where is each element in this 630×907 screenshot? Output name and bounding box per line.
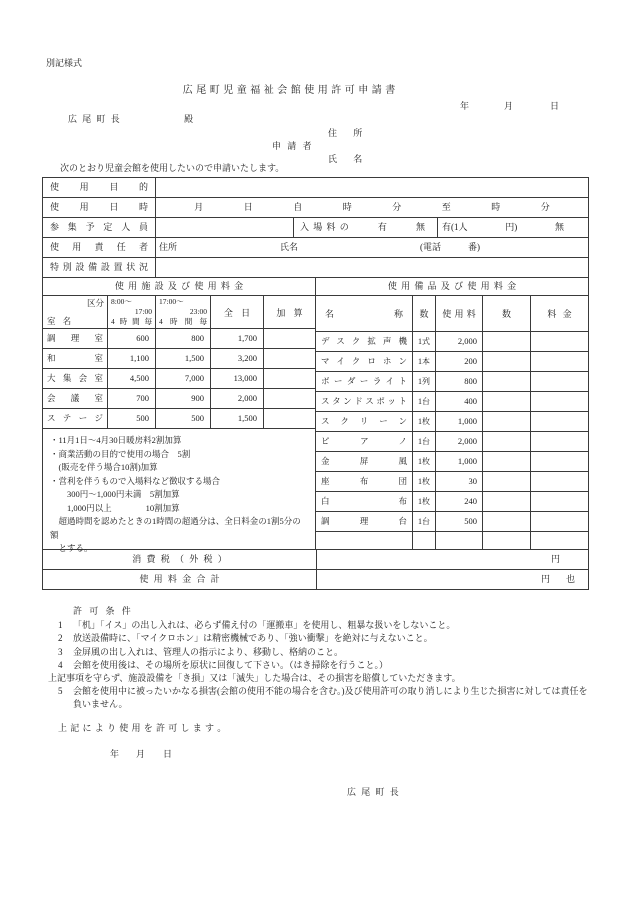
equipment-fee: 1,000 [436, 412, 483, 431]
condition-number: 2 [58, 633, 63, 644]
table-row [316, 392, 588, 412]
fee-surcharge [264, 389, 315, 408]
datetime-token: 分 [392, 202, 402, 212]
footer-date-day: 日 [163, 749, 173, 759]
fee-allday: 1,500 [211, 409, 264, 428]
also-label: 也 [565, 574, 575, 584]
fee-allday: 2,000 [211, 389, 264, 408]
equipment-name: スクリーン [316, 412, 413, 431]
datetime-token: 時 [491, 202, 501, 212]
room-header-cell [43, 296, 108, 328]
equipment-qty: 1枚 [413, 452, 436, 471]
condition-number: 3 [58, 646, 63, 657]
equipment-qty: 1列 [413, 372, 436, 391]
facility-column-header [43, 296, 315, 329]
equipment-table-title: 使 用 備 品 及 び 使 用 料 金 [316, 278, 588, 296]
equipment-amount-blank [531, 452, 588, 471]
fee-allday: 13,000 [211, 369, 264, 388]
datetime-token: 時 [342, 202, 352, 212]
responsible-row [43, 238, 588, 258]
slot2-unit: 4時間毎 [159, 317, 207, 326]
attendees-label: 参集予定人員 [43, 218, 156, 237]
equipment-qty: 1台 [413, 392, 436, 411]
table-row [316, 332, 588, 352]
form-style-note: 別記様式 [46, 58, 83, 68]
equipment-qty-blank [483, 392, 531, 411]
equipment-fee: 200 [436, 352, 483, 371]
admission-yes: 有 [377, 222, 387, 232]
room-name: 会議室 [43, 389, 108, 408]
responsible-address-label: 住所 [159, 242, 178, 252]
time-slot1-header [108, 296, 156, 328]
datetime-token: 日 [243, 202, 253, 212]
equipment-fee: 2,000 [436, 332, 483, 351]
corner-kubun-label: 区分 [86, 298, 104, 308]
equipment-name-blank [316, 532, 413, 549]
equipment-name: ピアノ [316, 432, 413, 451]
fee-day: 4,500 [108, 369, 156, 388]
header-date-line [460, 99, 559, 112]
condition-item [42, 646, 594, 659]
surcharge-header: 加 算 [276, 307, 303, 318]
note-line: とする。 [50, 543, 93, 553]
equipment-qty: 1枚 [413, 472, 436, 491]
note-line: ・11月1日～4月30日暖房料2割加算 [50, 435, 182, 445]
table-row [316, 412, 588, 432]
responsible-label: 使用責任者 [43, 238, 156, 257]
admission-detail-pre: 有(1人 [442, 222, 468, 232]
condition-text: 金屏風の出し入れは、管理人の指示により、移動し、格納のこと。 [73, 646, 344, 657]
purpose-value-blank [156, 178, 588, 197]
table-row [316, 432, 588, 452]
admission-no: 無 [415, 222, 425, 232]
fee-header: 使 用 料 [436, 296, 483, 331]
page-title: 広 尾 町 児 童 福 祉 会 館 使 用 許 可 申 請 書 [182, 85, 396, 96]
equipment-qty: 1枚 [413, 492, 436, 511]
room-name: 調理室 [43, 329, 108, 348]
intro-text: 次のとおり児童会館を使用したいので申請いたします。 [60, 163, 285, 173]
datetime-label: 使用日時 [43, 198, 156, 217]
slot1-start: 8:00～ [111, 297, 132, 306]
datetime-row [43, 198, 588, 218]
equipment-fee-table [315, 278, 588, 549]
equipment-qty-blank [483, 332, 531, 351]
admission-detail-no: 無 [554, 222, 564, 232]
purpose-label: 使用目的 [43, 178, 156, 197]
table-row [316, 352, 588, 372]
fee-day: 700 [108, 389, 156, 408]
addressee-label: 広 尾 町 長 [68, 114, 120, 124]
equipment-amount-blank [531, 372, 588, 391]
fee-day: 600 [108, 329, 156, 348]
equipment-name: 調理台 [316, 512, 413, 531]
permit-conditions [42, 605, 594, 712]
datetime-token: 分 [540, 202, 550, 212]
mayor-signature-label: 広 尾 町 長 [347, 787, 399, 797]
equipment-name: ボーダーライト [316, 372, 413, 391]
consumption-tax-value: 円 [316, 550, 588, 569]
table-row [43, 369, 315, 389]
attendees-row [43, 218, 588, 238]
fee-surcharge [264, 329, 315, 348]
equipment-qty: 1式 [413, 332, 436, 351]
facility-table-title: 使 用 施 設 及 び 使 用 料 金 [43, 278, 315, 296]
datetime-value [156, 198, 588, 217]
equipment-fee: 800 [436, 372, 483, 391]
purpose-row [43, 178, 588, 198]
special-equipment-row [43, 258, 588, 278]
condition-item [42, 685, 594, 711]
table-row [43, 389, 315, 409]
admission-detail-cell [438, 218, 588, 237]
equipment-fee: 500 [436, 512, 483, 531]
note-line: 超過時間を認めたときの1時間の超過分は、全日料金の1割5分の額 [50, 516, 301, 540]
permit-grant-line: 上 記 に よ り 使 用 を 許 可 し ま す 。 [58, 723, 227, 733]
yen-label: 円 [540, 574, 550, 584]
fee-surcharge [264, 349, 315, 368]
special-equipment-blank [156, 258, 588, 277]
quantity2-header: 数 [483, 296, 531, 331]
responsible-name-label: 氏名 [280, 242, 299, 252]
slot1-unit: 4時間毎 [111, 317, 152, 326]
equipment-name: デスク拡声機 [316, 332, 413, 351]
equipment-qty-blank [483, 532, 531, 549]
fee-evening: 1,500 [156, 349, 211, 368]
total-fee-row [43, 569, 588, 589]
equipment-amount-blank [531, 492, 588, 511]
note-line: (販売を伴う場合10割)加算 [50, 462, 158, 472]
condition-interjection: 上記事項を守らず、施設設備を「き損」又は「滅失」した場合は、その損害を賠償していただきます。 [48, 673, 461, 684]
equipment-qty-blank [483, 352, 531, 371]
consumption-tax-label: 消 費 税 （ 外 税 ） [132, 554, 227, 564]
room-name: 和室 [43, 349, 108, 368]
corner-room-label: 室 名 [47, 316, 72, 326]
condition-item [42, 632, 594, 645]
condition-number: 5 [58, 686, 63, 697]
equipment-fee: 240 [436, 492, 483, 511]
conditions-title: 許 可 条 件 [73, 606, 131, 616]
table-row [43, 329, 315, 349]
fee-evening: 7,000 [156, 369, 211, 388]
condition-text: 「机」「イス」の出し入れは、必らず備え付の「運搬車」を使用し、粗暴な扱いをしないこと。 [73, 620, 456, 631]
special-equipment-label: 特別設備設置状況 [43, 258, 156, 277]
equipment-amount-blank [531, 532, 588, 549]
table-row [43, 409, 315, 429]
equipment-qty: 1枚 [413, 412, 436, 431]
equipment-qty-blank [483, 412, 531, 431]
datetime-token: 月 [194, 202, 204, 212]
equipment-column-header [316, 296, 588, 332]
equipment-qty-blank [483, 372, 531, 391]
fee-evening: 900 [156, 389, 211, 408]
equipment-amount-blank [531, 352, 588, 371]
time-slot2-header [156, 296, 211, 328]
equipment-amount-blank [531, 512, 588, 531]
note-line: 300円～1,000円未満 5割加算 [50, 489, 180, 499]
quantity-header: 数 [413, 296, 436, 331]
fee-allday: 3,200 [211, 349, 264, 368]
condition-number: 1 [58, 620, 63, 631]
fee-surcharge [264, 409, 315, 428]
equipment-fee: 2,000 [436, 432, 483, 451]
header-date-year: 年 [460, 101, 470, 111]
table-row [316, 452, 588, 472]
footer-date-year: 年 [110, 749, 120, 759]
total-fee-value [316, 570, 588, 589]
equipment-qty: 1本 [413, 352, 436, 371]
equipment-fee: 1,000 [436, 452, 483, 471]
application-table [42, 177, 589, 590]
equipment-amount-blank [531, 392, 588, 411]
room-name: 大集会室 [43, 369, 108, 388]
fee-allday: 1,700 [211, 329, 264, 348]
responsible-tel-label [420, 238, 480, 257]
applicant-address-label: 住 所 [328, 128, 363, 138]
slot2-start: 17:00～ [159, 297, 184, 306]
equipment-fee: 30 [436, 472, 483, 491]
equipment-qty-blank [483, 512, 531, 531]
footer-date-line [110, 747, 172, 760]
admission-detail-yen: 円) [505, 222, 518, 232]
applicant-name-label: 氏 名 [328, 154, 363, 164]
equipment-qty-blank [483, 472, 531, 491]
applicant-label: 申 請 者 [272, 141, 312, 151]
equipment-amount-blank [531, 332, 588, 351]
note-line: ・商業活動の目的で使用の場合 5割 [50, 448, 191, 459]
fee-evening: 800 [156, 329, 211, 348]
header-date-month: 月 [504, 101, 514, 111]
slot2-end: 23:00 [189, 307, 207, 316]
equipment-qty-blank [483, 432, 531, 451]
condition-text: 放送設備時に、「マイクロホン」は精密機械であり、「強い衝撃」を絶対に与えないこと。 [73, 633, 433, 644]
tel-open: (電話 [420, 242, 442, 252]
fee-evening: 500 [156, 409, 211, 428]
condition-text: 会館を使用後は、その場所を原状に回復して下さい。（はき掃除を行うこと。） [73, 659, 389, 670]
honorific-label: 殿 [184, 114, 194, 124]
datetime-token: 自 [293, 202, 303, 212]
condition-number: 4 [58, 659, 63, 670]
table-row-empty [316, 532, 588, 549]
consumption-tax-row [43, 549, 588, 569]
equipment-amount-blank [531, 472, 588, 491]
equipment-name: 座布団 [316, 472, 413, 491]
room-name: ステージ [43, 409, 108, 428]
admission-cell [294, 218, 438, 237]
attendees-blank-cell [156, 218, 294, 237]
equipment-name-header [316, 296, 413, 331]
equipment-qty-blank [483, 492, 531, 511]
amount-header: 料 金 [547, 309, 572, 319]
equipment-name: 白布 [316, 492, 413, 511]
equipment-qty-blank [483, 452, 531, 471]
equipment-qty: 1台 [413, 432, 436, 451]
equipment-name: 金屏風 [316, 452, 413, 471]
note-line: 1,000円以上 10割加算 [50, 502, 180, 513]
fee-day: 500 [108, 409, 156, 428]
condition-item [42, 659, 594, 672]
footer-date-month: 月 [136, 749, 146, 759]
equipment-fee-blank [436, 532, 483, 549]
equipment-name: マイクロホン [316, 352, 413, 371]
total-fee-label: 使 用 料 金 合 計 [139, 574, 220, 584]
table-row [43, 349, 315, 369]
condition-item [42, 619, 594, 632]
table-row [316, 372, 588, 392]
table-row [316, 512, 588, 532]
equipment-qty-blank [413, 532, 436, 549]
allday-header: 全 日 [211, 296, 264, 328]
table-row [316, 492, 588, 512]
header-date-day: 日 [550, 101, 560, 111]
fee-day: 1,100 [108, 349, 156, 368]
fee-surcharge [264, 369, 315, 388]
equipment-amount-blank [531, 432, 588, 451]
note-line: ・営利を伴うもので入場料など徴収する場合 [50, 475, 221, 486]
equipment-qty: 1台 [413, 512, 436, 531]
attendees-value [156, 218, 588, 237]
slot1-end: 17:00 [134, 307, 152, 316]
surcharge-notes [43, 429, 315, 556]
admission-label: 入 場 料 の [300, 222, 349, 232]
datetime-token: 至 [441, 202, 451, 212]
facility-fee-table [43, 278, 315, 553]
fee-section [43, 278, 588, 553]
table-row [316, 472, 588, 492]
equipment-amount-blank [531, 412, 588, 431]
tel-close: 番) [468, 242, 481, 252]
condition-text: 会館を使用中に被ったいかなる損害(会館の使用不能の場合を含む。)及び使用許可の取り消しにより生じた損害に対しては責任を負いません。 [73, 686, 588, 710]
equipment-name: スタンドスポット [316, 392, 413, 411]
name-header-text: 名称 [325, 309, 403, 319]
responsible-value [156, 238, 588, 257]
equipment-fee: 400 [436, 392, 483, 411]
